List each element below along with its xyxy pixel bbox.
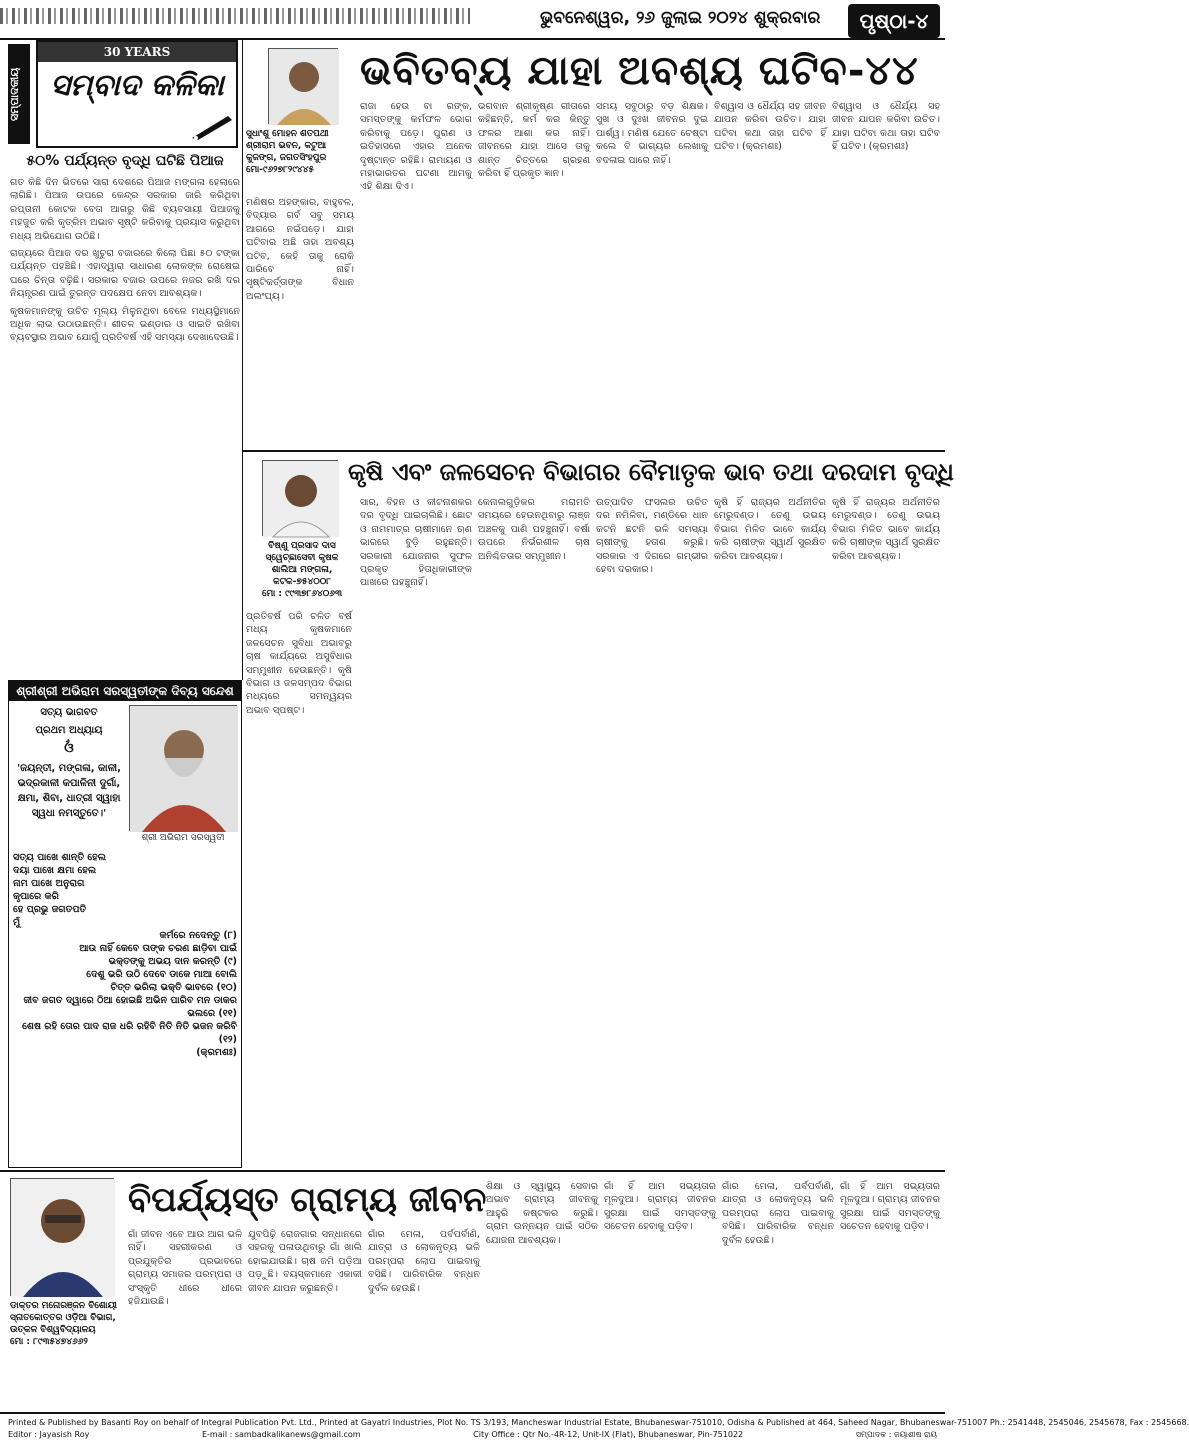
spiritual-chapter: ପ୍ରଥମ ଅଧ୍ୟାୟ (35, 725, 103, 736)
sambad-kalika-logo (36, 40, 238, 148)
article3-col: ଗାଁର ମେଳା, ପର୍ବପର୍ବାଣି, ଯାତ୍ରା ଓ ଲୋକନୃତ୍ୟ ଭଳି ପରମ୍ପରା ଲୋପ ପାଇବାକୁ ବସିଛି। ପାରିବାରିକ ବନ୍ଧନ ଦୁର୍ବଳ ହେଉଛି। (368, 1229, 480, 1294)
page-number-badge: ପୃଷ୍ଠା-୪ (848, 4, 940, 38)
saint-photo-caption: ଶ୍ରୀ ଅଭିରାମ ସରସ୍ୱତୀ (141, 833, 225, 843)
editor-credit-odia: ସମ୍ପାଦକ : ଜୟାଶୀଷ ରାୟ (855, 1430, 937, 1439)
imprint-line: Printed & Published by Basanti Roy on behalf of Integral Publication Pvt. Ltd., Printed at Gayatri Industries, Plot No. TS 3/193, Mancheswar Industrial Estate, Bhubaneswar-751010, Odisha & Published at 464, Saheed Nagar, Bhubaneswar-751007 Ph.: 2541448, 2545046, 2545678, Fax : 2545668. (8, 1418, 1189, 1427)
logo-years-band: 30 YEARS (38, 42, 236, 62)
author-photo (10, 1178, 114, 1296)
verse-line: ଜୀବ ଜଗତ ଦ୍ୱାରେ ଠିଆ ହୋଇଛି ଅଭିନ ପାରିବ ମନ ଡାକର ଭଲରେ (୧୧) (23, 995, 237, 1019)
author-address: କଟକ-୭୫୪୦୦୮ (273, 577, 331, 587)
author-address: ଉତ୍କଳ ବିଶ୍ୱବିଦ୍ୟାଳୟ (10, 1325, 96, 1335)
editor-credit: Editor : Jayasish Roy (8, 1430, 90, 1439)
masthead-ornament (0, 8, 470, 24)
article3-col: ଗାଁ ହିଁ ଆମ ସଭ୍ୟତାର ମୂଳଦୁଆ। ଗ୍ରାମ୍ୟ ଜୀବନର ସୁରକ୍ଷା ପାଇଁ ସମସ୍ତଙ୍କୁ ସଚେତନ ହେବାକୁ ପଡ଼ିବ। (604, 1181, 716, 1233)
saint-portrait-icon (130, 706, 238, 832)
author-name: ସୁଧାଂଶୁ ମୋହନ ଶତପଥୀ (246, 129, 329, 139)
masthead (0, 0, 945, 40)
verse-line: ସତ୍ୟ ପାଖେ ଶାନ୍ତି ହେଲ (13, 852, 106, 863)
author-designation: ସ୍ୱେଚ୍ଛାସେବୀ କୃଷକ (265, 553, 339, 563)
article3-col: ଗାଁ ଜୀବନ ଏବେ ଆଉ ଆଗ ଭଳି ନାହିଁ। ସହରୀକରଣ ଓ ପ୍ରଯୁକ୍ତିର ପ୍ରଭାବରେ ଗ୍ରାମ୍ୟ ସମାଜର ପରମ୍ପରା ଓ ସଂସ୍କୃତି ଧୀରେ ଧୀରେ ହଜିଯାଉଛି। (128, 1229, 242, 1308)
verse-line: ଶେଷ ରହି ତୋର ପାଦ ରାଜ ଧରି ରହିବି ନିତି ନିତି ଭଜନ କରିବି (୧୨) (22, 1021, 237, 1045)
footer-row (8, 1429, 937, 1441)
article2-col: କୃଷି ହିଁ ରାଜ୍ୟର ଅର୍ଥନୀତିର ମେରୁଦଣ୍ଡ। ତେଣୁ ଉଭୟ ବିଭାଗ ମିଳିତ ଭାବେ କାର୍ଯ୍ୟ କରି ଚାଷୀଙ୍କ ସ୍ୱାର୍ଥ ସୁରକ୍ଷିତ କରିବା ଆବଶ୍ୟକ। (832, 497, 940, 562)
article1-col: ଭଗବାନ ଶ୍ରୀକୃଷ୍ଣ ଗୀତାରେ କହିଛନ୍ତି, କର୍ମ କର କିନ୍ତୁ ଫଳର ଆଶା କର ନାହିଁ। ଜୀବନରେ ଯାହା ଆସେ ତାକୁ ଶାନ୍ତ ଚିତ୍ତରେ ଗ୍ରହଣ କରିବା ହିଁ ପ୍ରକୃତ ଜ୍ଞାନ। (478, 101, 590, 180)
email-address: E-mail : sambadkalikanews@gmail.com (201, 1430, 361, 1439)
spiritual-verses (13, 851, 237, 1163)
verse-line: ଆଉ ନାହିଁ କେବେ ତାଙ୍କ ଚରଣ ଛାଡ଼ିବା ପାଇଁ (79, 943, 237, 954)
verse-line: ନାମ ପାଖେ ଅନୁରାଗ (13, 878, 85, 889)
verse-line: କର୍ମରେ ନଦେନ୍ତୁ (୮) (159, 930, 237, 941)
author-phone: ମୋ : ୯୯୩୭୮୬୪୦୬୩ (261, 589, 343, 599)
section-label: ସମ୍ପାଦକୀୟ (8, 44, 30, 144)
section-rule (243, 450, 945, 452)
article1-col: ବିଶ୍ୱାସ ଓ ଧୈର୍ଯ୍ୟ ସହ ଜୀବନ ଯାପନ କରିବା ଉଚିତ। ଯାହା ଘଟିବା କଥା ତାହା ଘଟିବ ହିଁ ଘଟିବ। (କ୍ରମଶଃ) (714, 101, 826, 153)
person-portrait-icon (11, 1179, 115, 1297)
article3-col: ଯୁବପିଢ଼ି ରୋଜଗାର ସନ୍ଧାନରେ ସହରକୁ ପଳାଉଥିବାରୁ ଗାଁ ଖାଲି ହୋଇଯାଉଛି। ଚାଷ ଜମି ପଡ଼ିଆ ପଡ଼ୁଛି। ବୟସ୍କମାନେ ଏକାକୀ ଜୀବନ ଯାପନ କରୁଛନ୍ତି। (248, 1229, 362, 1294)
verse-line: କୃପାରେ କରି (13, 891, 59, 902)
om-symbol: ଓଁ (64, 740, 74, 756)
author-address: ଶ୍ରୀରାମ ଭବନ, କଟୁଆ (246, 141, 327, 151)
issue-date: ଭୁବନେଶ୍ୱର, ୨୬ ଜୁଲାଇ ୨୦୨୪ ଶୁକ୍ରବାର (540, 8, 821, 28)
editorial-headline: ୫୦% ପର୍ଯ୍ୟନ୍ତ ବୃଦ୍ଧି ଘଟିଛି ପିଆଜ (26, 153, 224, 169)
article1-col: ବିଶ୍ୱାସ ଓ ଧୈର୍ଯ୍ୟ ସହ ଜୀବନ ଯାପନ କରିବା ଉଚିତ। ଯାହା ଘଟିବା କଥା ତାହା ଘଟିବ ହିଁ ଘଟିବ। (କ୍ରମଶଃ) (832, 101, 940, 153)
column-divider (242, 40, 243, 680)
article3-author (10, 1300, 122, 1348)
article1-author (246, 128, 354, 176)
author-photo (268, 48, 338, 124)
author-address: ଶାଲିଆ ମଙ୍ଗଳା, (271, 565, 333, 575)
person-portrait-icon (263, 461, 339, 537)
article2-col: କୃଷି ହିଁ ରାଜ୍ୟର ଅର୍ଥନୀତିର ମେରୁଦଣ୍ଡ। ତେଣୁ ଉଭୟ ବିଭାଗ ମିଳିତ ଭାବେ କାର୍ଯ୍ୟ କରି ଚାଷୀଙ୍କ ସ୍ୱାର୍ଥ ସୁରକ୍ଷିତ କରିବା ଆବଶ୍ୟକ। (714, 497, 826, 562)
article2-col: ସାର, ବିହନ ଓ କୀଟନାଶକର ଦର ବୃଦ୍ଧି ପାଇଚାଲିଛି। ଛୋଟ ଓ ନାମମାତ୍ର ଚାଷୀମାନେ ଋଣ ଭାରରେ ବୁଡ଼ି ରହୁଛନ୍ତି। ସରକାରୀ ଯୋଜନାର ସୁଫଳ ପ୍ରକୃତ ହିତାଧିକାରୀଙ୍କ ପାଖରେ ପହଞ୍ଚୁନାହିଁ। (360, 497, 472, 589)
verse-line: ମୁଁ (13, 917, 21, 928)
article2-author (252, 540, 352, 600)
spiritual-band: ଶ୍ରୀଶ୍ରୀ ଅଭିରାମ ସରସ୍ୱତୀଙ୍କ ଦିବ୍ୟ ସନ୍ଦେଶ (9, 681, 241, 701)
verse-line: ହେ ପ୍ରଭୁ ଜଗତପତି (13, 904, 87, 915)
saint-photo (129, 705, 237, 831)
imprint-footer (0, 1412, 1189, 1450)
article2-headline: କୃଷି ଏବଂ ଜଳସେଚନ ବିଭାଗର ବୈମାତୃକ ଭାବ ତଥା ଦରଦାମ ବୃଦ୍ଧି (348, 458, 954, 486)
logo-name: ସମ୍ବାଦ କଳିକା (50, 68, 224, 103)
verse-line: ଚିତ୍ତ ଭରିଲା ଭକ୍ତି ଭାବରେ (୧୦) (110, 982, 237, 993)
verse-line: ଦେଶୁ ଭରି ଉଠି ଦେବେ ଡାକେ ମାଆ ବୋଲି (86, 969, 237, 980)
article3-col: ଗାଁ ହିଁ ଆମ ସଭ୍ୟତାର ମୂଳଦୁଆ। ଗ୍ରାମ୍ୟ ଜୀବନର ସୁରକ୍ଷା ପାଇଁ ସମସ୍ତଙ୍କୁ ସଚେତନ ହେବାକୁ ପଡ଼ିବ। (840, 1181, 940, 1233)
author-photo (262, 460, 338, 536)
section-rule (0, 1170, 945, 1172)
author-name: ଡାକ୍ତର ମନୋରଞ୍ଜନ ବିଶୋୟୀ (10, 1301, 117, 1311)
person-portrait-icon (269, 49, 339, 125)
article2-col: କେନାଲଗୁଡ଼ିକର ମରାମତି ସମୟରେ ହେଉନଥିବାରୁ ଲାଞ୍ଜ ଅଞ୍ଚଳକୁ ପାଣି ପହଞ୍ଚୁନାହିଁ। ବର୍ଷା ଉପରେ ନିର୍ଭରଶୀଳ ଚାଷ ଅନିଶ୍ଚିତତାର ସମ୍ମୁଖୀନ। (478, 497, 590, 562)
article1-col: ରାଜା ହେଉ ବା ରଙ୍କ, ସମସ୍ତଙ୍କୁ କର୍ମଫଳ ଭୋଗ କରିବାକୁ ପଡ଼େ। ପୁରାଣ ଓ ଇତିହାସରେ ଏହାର ଅନେକ ଦୃଷ୍ଟାନ୍ତ ରହିଛି। ରାମାୟଣ ଓ ମହାଭାରତର ଘଟଣା ଆମକୁ ଏହି ଶିକ୍ଷା ଦିଏ। (360, 101, 472, 193)
editorial-paragraph: ରାଜ୍ୟରେ ପିଆଜ ଦର ଖୁଚୁରା ବଜାରରେ କିଲୋ ପିଛା ୫୦ ଟଙ୍କା ପର୍ଯ୍ୟନ୍ତ ପହଞ୍ଚିଛି। ଏହାଦ୍ୱାରା ସାଧାରଣ ଲୋକଙ୍କ ରୋଷେଇ ଘରେ ଚିନ୍ତା ବଢ଼ିଛି। ସରକାର ବଜାର ଉପରେ ନଜର ରଖି ଦର ନିୟନ୍ତ୍ରଣ ପାଇଁ ତୁରନ୍ତ ପଦକ୍ଷେପ ନେବା ଆବଶ୍ୟକ। (10, 248, 240, 300)
editorial-paragraph: ଗତ କିଛି ଦିନ ଭିତରେ ସାରା ଦେଶରେ ପିଆଜ ମଙ୍ଗଳା ହେଲାରେ ଲାଗିଛି। ପିଆଜ ଉପରେ କେନ୍ଦ୍ର ସରକାର ଜାରି କରିଥିବା ରପ୍ତାନୀ କୋଟକ ବେତା ଆଗରୁ କିଛି ବ୍ୟବସାୟୀ ପିଆଜକୁ ମହଜୁତ କରି କୃତ୍ରିମ ଅଭାବ ସୃଷ୍ଟି କରିବାକୁ ପ୍ରୟାସ କରୁଥିବା ମଧ୍ୟ ଅଭିଯୋଗ ଉଠିଛି। (10, 177, 240, 242)
article3-col: ଗାଁର ମେଳା, ପର୍ବପର୍ବାଣି, ଯାତ୍ରା ଓ ଲୋକନୃତ୍ୟ ଭଳି ପରମ୍ପରା ଲୋପ ପାଇବାକୁ ବସିଛି। ପାରିବାରିକ ବନ୍ଧନ ଦୁର୍ବଳ ହେଉଛି। (722, 1181, 834, 1246)
article2-col: ପ୍ରତିବର୍ଷ ପରି ଚଳିତ ବର୍ଷ ମଧ୍ୟ କୃଷକମାନେ ଜଳସେଚନ ସୁବିଧା ଅଭାବରୁ ଚାଷ କାର୍ଯ୍ୟରେ ଅସୁବିଧାର ସମ୍ମୁଖୀନ ହେଉଛନ୍ତି। କୃଷି ବିଭାଗ ଓ ଜଳସମ୍ପଦ ବିଭାଗ ମଧ୍ୟରେ ସମନ୍ୱୟର ଅଭାବ ସ୍ପଷ୍ଟ। (246, 611, 352, 716)
editorial-body (10, 176, 240, 671)
author-name: ବିଷ୍ଣୁ ପ୍ରସାଦ ଦାସ (268, 541, 336, 551)
author-phone: ମୋ : ୮୯୩୫୪୭୪୬୬୨ (10, 1337, 88, 1347)
article1-headline: ଭବିତବ୍ୟ ଯାହା ଅବଶ୍ୟ ଘଟିବ-୪୪ (360, 48, 919, 94)
verse-line: ଦୟା ପାଖେ କ୍ଷମା ହେଲ (13, 865, 97, 876)
spiritual-invocation: 'ଜୟନ୍ତୀ, ମଙ୍ଗଳା, କାଳୀ, ଭଦ୍ରକାଳୀ କପାଳିନୀ ଦୁର୍ଗା, କ୍ଷମା, ଶିବା, ଧାତ୍ରୀ ସ୍ୱାହା ସ୍ୱଧା ନମସ୍ତୁତେ।' (17, 763, 121, 819)
city-office: City Office : Qtr No.-4R-12, Unit-IX (Flat), Bhubaneswar, Pin-751022 (473, 1430, 744, 1439)
article3-headline: ବିପର୍ଯ୍ୟସ୍ତ ଗ୍ରାମ୍ୟ ଜୀବନ (128, 1180, 487, 1220)
article2-col: ଉତ୍ପାଦିତ ଫସଲର ଉଚିତ ଦର ନମିଳିବା, ମଣ୍ଡିରେ ଧାନ କଟନି ଛଟନି ଭଳି ସମସ୍ୟା ଚାଷୀଙ୍କୁ ହତାଶ କରୁଛି। ସରକାର ଏ ଦିଗରେ ଗମ୍ଭୀର ହେବା ଦରକାର। (596, 497, 708, 576)
verse-line: (କ୍ରମଶଃ) (196, 1047, 237, 1058)
spiritual-box (8, 680, 242, 1168)
article1-col: ସମୟ ସବୁଠାରୁ ବଡ଼ ଶିକ୍ଷକ। ସୁଖ ଓ ଦୁଃଖ ଜୀବନର ଦୁଇ ପାର୍ଶ୍ୱ। ମଣିଷ ଯେତେ ଚେଷ୍ଟା କଲେ ବି ଭାଗ୍ୟର ଲେଖାକୁ ବଦଳାଇ ପାରେ ନାହିଁ। (596, 101, 708, 166)
spiritual-subtitle: ସତ୍ୟ ଭାଗବତ (40, 707, 98, 718)
author-address: କୁଜଙ୍ଗ, ଜଗତସିଂହପୁର (246, 153, 327, 163)
editorial-paragraph: କୃଷକମାନଙ୍କୁ ଉଚିତ ମୂଲ୍ୟ ମିଳୁନଥିବା ବେଳେ ମଧ୍ୟସ୍ଥିମାନେ ଅଧିକ ଲାଭ ଉଠାଉଛନ୍ତି। ଶୀତଳ ଭଣ୍ଡାର ଓ ସାଇତି ରଖିବା ବ୍ୟବସ୍ଥାର ଅଭାବ ଯୋଗୁଁ ପ୍ରତିବର୍ଷ ଏହି ସମସ୍ୟା ଦେଖାଦେଉଛି। (10, 305, 240, 344)
verse-line: ଭକ୍ତଙ୍କୁ ଅଭୟ ଦାନ କରନ୍ତି (୯) (108, 956, 237, 967)
article1-col: ମଣିଷର ଅହଙ୍କାର, ବାହୁବଳ, ବିଦ୍ୟାର ଗର୍ବ ସବୁ ସମୟ ଆଗରେ ନଇଁପଡ଼େ। ଯାହା ଘଟିବାର ଅଛି ତାହା ଅବଶ୍ୟ ଘଟିବ, କେହି ତାକୁ ରୋକି ପାରିବେ ନାହିଁ। ସୃଷ୍ଟିକର୍ତ୍ତାଙ୍କ ବିଧାନ ଅଲଂଘ୍ୟ। (246, 197, 354, 302)
author-phone: ମୋ-୯୬୨୭୮୨୯୪୪୫ (246, 165, 314, 175)
pen-nib-icon (188, 112, 234, 142)
article3-col: ଶିକ୍ଷା ଓ ସ୍ୱାସ୍ଥ୍ୟ ସେବାର ଅଭାବ ଗ୍ରାମ୍ୟ ଜୀବନକୁ ଆହୁରି କଷ୍ଟକର କରୁଛି। ଗ୍ରାମ ଉନ୍ନୟନ ପାଇଁ ସଠିକ ଯୋଜନା ଆବଶ୍ୟକ। (486, 1181, 598, 1246)
author-designation: ସ୍ନାତକୋତ୍ତର ଓଡ଼ିଆ ବିଭାଗ, (10, 1313, 116, 1323)
